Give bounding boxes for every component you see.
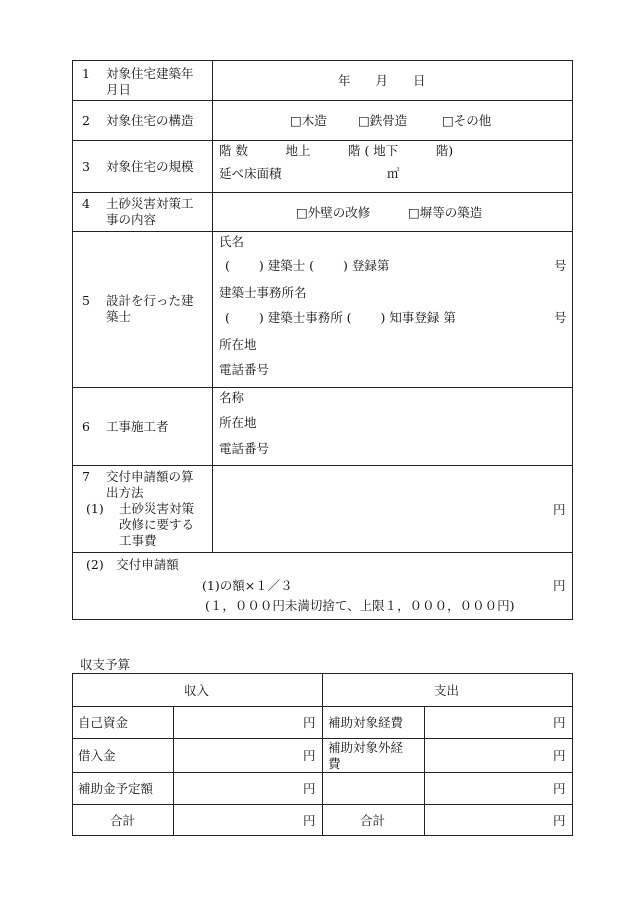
row7-label-line2: 出方法 (106, 485, 144, 500)
floor-area-label: 延べ床面積 (219, 166, 282, 181)
row7-sub1-line3: 工事費 (119, 533, 157, 548)
income-own-funds-unit: 円 (303, 715, 316, 730)
expense-total-label: 合計 (360, 813, 386, 828)
label-column-divider (212, 60, 213, 552)
construction-date-field[interactable]: 年 月 日 (338, 73, 426, 88)
row-divider (72, 192, 573, 193)
architect-phone-label: 電話番号 (219, 362, 270, 377)
architect-office-label: 建築士事務所名 (219, 285, 307, 300)
budget-income-divider (173, 706, 174, 836)
expense-eligible-unit: 円 (553, 715, 566, 730)
architect-address-label: 所在地 (219, 337, 257, 352)
contractor-name-label: 名称 (219, 390, 245, 405)
budget-row-divider (72, 738, 573, 739)
budget-row-divider (72, 772, 573, 773)
income-subsidy-unit: 円 (303, 781, 316, 796)
row3-number: 3 (82, 159, 90, 174)
floor-area-unit: ㎡ (387, 166, 400, 181)
income-total-unit: 円 (303, 813, 316, 828)
expense-ineligible-label-line1: 補助対象外経 (328, 740, 404, 755)
structure-option-steel[interactable]: □鉄骨造 (358, 113, 408, 128)
subsidy-formula: (1)の額×１／３ (202, 578, 293, 593)
work-option-fence[interactable]: □塀等の築造 (408, 205, 483, 220)
row-divider (72, 465, 573, 466)
row6-number: 6 (82, 419, 90, 434)
row1-label-line1: 対象住宅建築年 (106, 66, 194, 81)
row7-sub1-number: (1) (86, 501, 104, 516)
budget-row-divider (72, 706, 573, 707)
row7-sub1-line2: 改修に要する (119, 517, 195, 532)
structure-option-wood[interactable]: □木造 (290, 113, 327, 128)
row-divider (72, 387, 573, 388)
row5-number: 5 (82, 293, 90, 308)
income-total-label: 合計 (110, 813, 136, 828)
expense-blank-unit: 円 (553, 781, 566, 796)
architect-name-label: 氏名 (219, 234, 245, 249)
row7-sub2-label: (2) 交付申請額 (86, 557, 179, 572)
floors-field[interactable]: 階 数 地上 階 ( 地下 階) (219, 143, 454, 158)
subsidy-amount-unit: 円 (553, 578, 566, 593)
row5-label-line2: 築士 (106, 309, 132, 324)
row5-label-line1: 設計を行った建 (106, 293, 194, 308)
income-header: 収入 (184, 683, 210, 698)
row-divider (72, 231, 573, 232)
row6-label: 工事施工者 (106, 419, 169, 434)
row4-label-line1: 土砂災害対策工 (106, 196, 194, 211)
income-loan-unit: 円 (303, 748, 316, 763)
row7-label-line1: 交付申請額の算 (106, 469, 194, 484)
row7-number: 7 (82, 469, 90, 484)
row-divider (72, 552, 573, 553)
budget-row-divider (72, 804, 573, 805)
row-divider (72, 140, 573, 141)
row2-label: 対象住宅の構造 (106, 113, 194, 128)
row1-number: 1 (82, 66, 90, 81)
expense-total-unit: 円 (553, 813, 566, 828)
budget-title: 収支予算 (80, 657, 131, 672)
architect-registration-field[interactable]: ( ) 建築士 ( ) 登録第 (225, 258, 390, 273)
architect-office-registration-field[interactable]: ( ) 建築士事務所 ( ) 知事登録 第 (225, 310, 456, 325)
budget-expense-divider (424, 706, 425, 836)
row4-label-line2: 事の内容 (106, 212, 157, 227)
construction-cost-unit: 円 (553, 502, 566, 517)
expense-eligible-label: 補助対象経費 (328, 715, 404, 730)
row3-label: 対象住宅の規模 (106, 159, 194, 174)
budget-center-divider (322, 673, 323, 836)
work-option-wall[interactable]: □外壁の改修 (296, 205, 371, 220)
subsidy-note: (１，０００円未満切捨て、上限１，０００，０００円) (205, 598, 515, 613)
row-divider (72, 100, 573, 101)
income-own-funds-label: 自己資金 (78, 715, 129, 730)
architect-office-registration-suffix: 号 (554, 310, 567, 325)
expense-ineligible-unit: 円 (553, 748, 566, 763)
row2-number: 2 (82, 113, 90, 128)
row1-label-line2: 月日 (106, 82, 132, 97)
expense-header: 支出 (434, 683, 460, 698)
structure-option-other[interactable]: □その他 (442, 113, 492, 128)
expense-ineligible-label-line2: 費 (328, 756, 341, 771)
contractor-address-label: 所在地 (219, 415, 257, 430)
row7-sub1-line1: 土砂災害対策 (119, 501, 195, 516)
row4-number: 4 (82, 196, 90, 211)
income-loan-label: 借入金 (78, 748, 116, 763)
income-subsidy-label: 補助金予定額 (78, 781, 154, 796)
contractor-phone-label: 電話番号 (219, 441, 270, 456)
architect-registration-suffix: 号 (554, 258, 567, 273)
